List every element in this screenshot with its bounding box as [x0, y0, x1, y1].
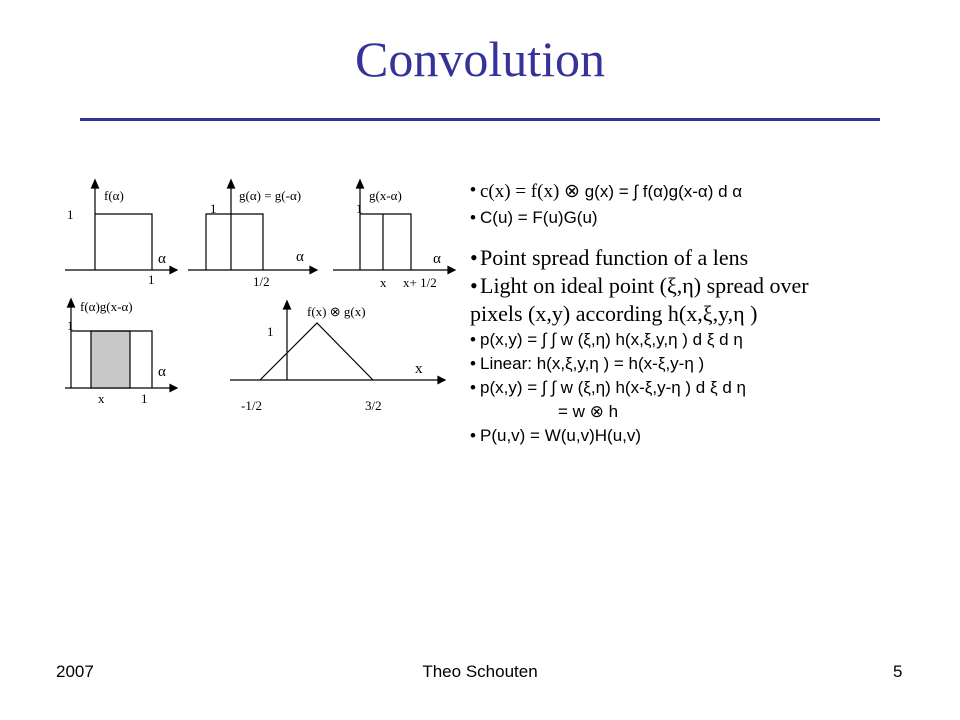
bullet-pixel-integral-linear: • p(x,y) = ∫ ∫ w (ξ,η) h(x-ξ,y-η ) d ξ d η — [470, 376, 940, 400]
bullet-light-spread: • Light on ideal point (ξ,η) spread over — [470, 272, 940, 300]
footer-year: 2007 — [56, 662, 94, 681]
bullet-convolution-def — [470, 178, 940, 206]
footer-author: Theo Schouten — [422, 662, 538, 681]
bullet-light-spread-cont: pixels (x,y) according h(x,ξ,y,η ) — [470, 301, 758, 326]
panel5-x-label: x — [415, 361, 423, 377]
convolution-diagram — [55, 170, 475, 420]
panel5-func-label: f(x) ⊗ g(x) — [307, 304, 366, 319]
panel3-func-label: g(x-α) — [369, 188, 402, 203]
bullet-pixel-integral: • p(x,y) = ∫ ∫ w (ξ,η) h(x,ξ,y,η ) d ξ d η — [470, 328, 940, 352]
bullet-convolution-fourier: • C(u) = F(u)G(u) — [470, 206, 940, 230]
panel4-alpha-label: α — [158, 364, 166, 380]
convolution-def-serif: c(x) = f(x) ⊗ — [480, 181, 585, 202]
panel4-x-label: x — [98, 391, 105, 406]
panel3-alpha-label: α — [433, 251, 441, 267]
panel3-end-label: x+ 1/2 — [403, 275, 437, 290]
panel4-one-label: 1 — [67, 318, 74, 333]
bullet-pixel-conv-result: = w ⊗ h — [558, 402, 619, 421]
title-underline — [80, 118, 880, 121]
panel1-alpha-label: α — [158, 251, 166, 267]
panel1-func-label: f(α) — [104, 188, 124, 203]
panel3-x-label: x — [380, 275, 387, 290]
bullet-psf: • Point spread function of a lens — [470, 244, 940, 272]
slide-title: Convolution — [354, 31, 606, 87]
panel3-one-label: 1 — [356, 201, 363, 216]
panel4-func-label: f(α)g(x-α) — [80, 299, 133, 314]
panel2-tick-label: 1/2 — [253, 274, 270, 289]
panel2-one-label: 1 — [210, 201, 217, 216]
bullet-pixel-fourier: • P(u,v) = W(u,v)H(u,v) — [470, 424, 940, 448]
panel1-one-label: 1 — [67, 207, 74, 222]
convolution-def-sans: g(x) = ∫ f(α)g(x-α) d α — [584, 182, 743, 201]
panel5-left-tick-label: -1/2 — [241, 398, 262, 413]
panel2-alpha-label: α — [296, 249, 304, 265]
footer-page-number: 5 — [893, 662, 903, 681]
bullet-list — [470, 178, 940, 448]
panel1-tick-label: 1 — [148, 272, 155, 287]
bullet-linear: • Linear: h(x,ξ,y,η ) = h(x-ξ,y-η ) — [470, 352, 940, 376]
panel2-func-label: g(α) = g(-α) — [239, 188, 302, 203]
panel5-one-label: 1 — [267, 324, 274, 339]
panel4-end-label: 1 — [141, 391, 148, 406]
panel5-right-tick-label: 3/2 — [365, 398, 382, 413]
